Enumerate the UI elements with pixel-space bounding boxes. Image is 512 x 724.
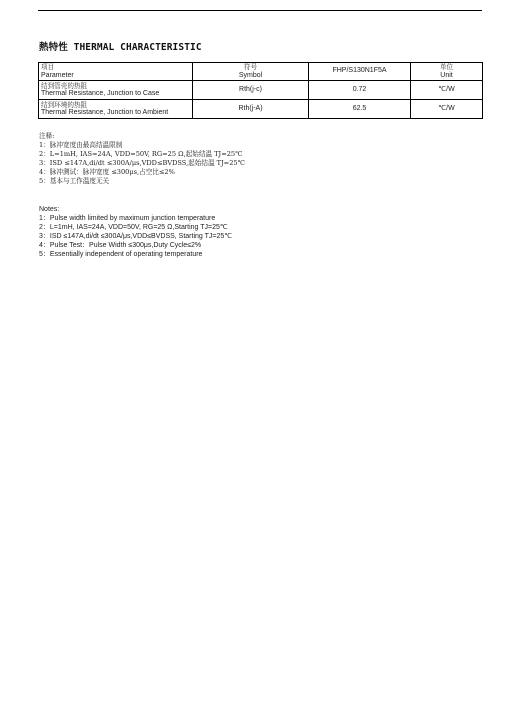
row-symbol: Rth(j-c) (193, 81, 309, 100)
table-row (39, 100, 483, 119)
header-symbol-en: Symbol (238, 71, 263, 79)
note-item: 1：脉冲宽度由最高结温限制 (39, 141, 123, 149)
row-unit: ℃/W (411, 81, 483, 100)
row-unit: ℃/W (411, 100, 483, 119)
header-parameter (39, 63, 193, 81)
section-title: 熱特性 THERMAL CHARACTERISTIC (39, 42, 202, 53)
row-value: 0.72 (309, 81, 411, 100)
note-item: 4：Pulse Test：Pulse Width ≤300μs,Duty Cycle≤2% (39, 242, 202, 249)
thermal-characteristic-table (38, 62, 483, 119)
header-parameter-en: Parameter (41, 71, 74, 79)
row-parameter (39, 81, 193, 100)
note-item: 2：L=1mH, IAS=24A, VDD=50V, RG=25 Ω,起始结温 TJ=25℃ (39, 150, 243, 158)
note-item: 2：L=1mH, IAS=24A, VDD=50V, RG=25 Ω,Starting TJ=25℃ (39, 224, 228, 231)
row-value: 62.5 (309, 100, 411, 119)
notes-heading: 注释: (39, 132, 55, 140)
row-parameter (39, 100, 193, 119)
note-item: 4：脉冲测试：脉冲宽度 ≤300μs,占空比≤2% (39, 168, 175, 176)
note-item: 5：基本与工作温度无关 (39, 177, 110, 185)
header-symbol-cn: 符号 (243, 63, 258, 71)
header-parameter-cn: 项目 (41, 63, 55, 71)
table-row (39, 81, 483, 100)
row-symbol: Rth(j-A) (193, 100, 309, 119)
note-item: 3：ISD ≤147A,di/dt ≤300A/μs,VDD≤BVDSS,起始结温 TJ=25℃ (39, 159, 245, 167)
header-unit-cn: 单位 (439, 63, 454, 71)
header-unit (411, 63, 483, 81)
row-parameter-en: Thermal Resistance, Junction to Ambient (41, 109, 169, 116)
table-header-row (39, 63, 483, 81)
header-unit-en: Unit (440, 71, 453, 79)
top-divider (38, 10, 482, 11)
note-item: 5：Essentially independent of operating temperature (39, 251, 203, 258)
notes-chinese (39, 132, 245, 186)
notes-english (39, 205, 232, 259)
row-parameter-cn: 结到环境的热阻 (41, 100, 88, 109)
header-symbol (193, 63, 309, 81)
note-item: 3：ISD ≤147A,di/dt ≤300A/μs,VDD≤BVDSS, Starting TJ=25℃ (39, 233, 233, 240)
row-parameter-en: Thermal Resistance, Junction to Case (41, 90, 160, 97)
row-parameter-cn: 结到管壳的热阻 (41, 81, 88, 90)
notes-heading: Notes: (39, 206, 60, 213)
note-item: 1：Pulse width limited by maximum junction temperature (39, 215, 216, 222)
header-model: FHP/S130N1F5A (309, 63, 411, 81)
